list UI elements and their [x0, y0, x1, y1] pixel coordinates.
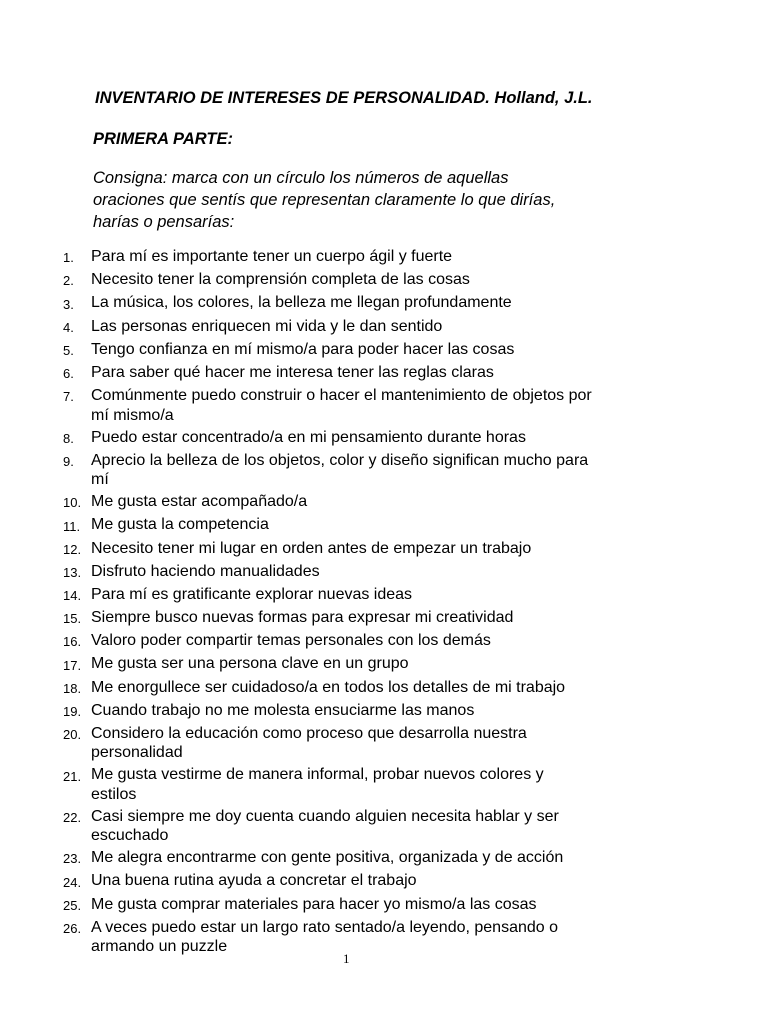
question-item — [63, 317, 703, 338]
question-text — [91, 451, 703, 490]
question-text-line: estilos — [91, 785, 137, 803]
question-text — [91, 678, 703, 697]
question-number: 9. — [63, 453, 74, 469]
question-number: 19. — [63, 704, 82, 719]
question-number: 18. — [63, 680, 82, 696]
question-item — [63, 562, 703, 583]
question-text-line: La música, los colores, la belleza me llegan profundamente — [91, 294, 512, 312]
question-text-line: Para mí es importante tener un cuerpo ágil y fuerte — [91, 248, 453, 265]
question-item — [63, 678, 703, 699]
question-text — [91, 317, 703, 336]
question-text-line: personalidad — [91, 744, 183, 762]
question-item — [63, 492, 703, 513]
question-text — [91, 848, 703, 867]
question-text — [91, 515, 703, 534]
question-number: 24. — [63, 874, 82, 890]
question-item — [63, 340, 703, 361]
question-text-line: Casi siempre me doy cuenta cuando alguien necesita hablar y ser — [91, 807, 559, 825]
question-text — [91, 539, 703, 558]
question-number: 10. — [63, 495, 82, 511]
instructions-line: Consigna: marca con un círculo los números de aquellas — [93, 169, 509, 187]
question-text-line: Me gusta comprar materiales para hacer yo mismo/a las cosas — [91, 895, 537, 913]
question-text-line: Necesito tener la comprensión completa de las cosas — [91, 271, 470, 289]
question-text-line: Para saber qué hacer me interesa tener las reglas claras — [91, 363, 494, 381]
question-text — [91, 724, 703, 763]
question-text-line: Aprecio la belleza de los objetos, color y diseño significan mucho para — [91, 451, 589, 469]
question-text — [91, 386, 703, 425]
question-text-line: Disfruto haciendo manualidades — [91, 562, 320, 580]
question-text-line: mí — [91, 471, 109, 489]
question-number: 6. — [63, 366, 74, 382]
question-number: 8. — [63, 430, 74, 446]
question-text — [91, 765, 703, 804]
question-number: 21. — [63, 768, 82, 784]
question-text-line: Me gusta estar acompañado/a — [91, 493, 308, 511]
question-number: 17. — [63, 657, 82, 673]
question-item — [63, 270, 703, 291]
document-title: INVENTARIO DE INTERESES DE PERSONALIDAD. Holland, J.L. — [95, 89, 593, 107]
question-text-line: Me gusta vestirme de manera informal, probar nuevos colores y — [91, 766, 544, 784]
question-text — [91, 293, 703, 312]
question-item — [63, 247, 703, 268]
question-number: 13. — [63, 564, 82, 580]
question-text — [91, 807, 703, 846]
question-text — [91, 871, 703, 890]
question-text — [91, 492, 703, 511]
question-text — [91, 631, 703, 650]
question-number: 25. — [63, 897, 82, 913]
question-list — [63, 247, 703, 959]
question-number: 3. — [63, 296, 74, 312]
question-text-line: Me gusta ser una persona clave en un grupo — [91, 655, 409, 673]
question-text-line: Me gusta la competencia — [91, 516, 269, 534]
question-item — [63, 451, 703, 490]
question-text-line: escuchado — [91, 827, 169, 845]
instructions-line: harías o pensarías: — [93, 213, 235, 231]
question-text-line: Comúnmente puedo construir o hacer el mantenimiento de objetos por — [91, 387, 592, 405]
question-item — [63, 848, 703, 869]
question-text — [91, 363, 703, 382]
question-text — [91, 562, 703, 581]
question-text-line: mí mismo/a — [91, 406, 174, 424]
question-item — [63, 654, 703, 675]
question-number: 14. — [63, 588, 82, 604]
question-text-line: Siempre busco nuevas formas para expresar mi creatividad — [91, 609, 514, 627]
question-text-line: Tengo confianza en mí mismo/a para poder hacer las cosas — [91, 340, 515, 358]
question-number: 2. — [63, 273, 74, 289]
question-text — [91, 654, 703, 673]
question-number: 11. — [63, 518, 81, 534]
question-text-line: Para mí es gratificante explorar nuevas ideas — [91, 585, 413, 603]
question-number: 7. — [63, 389, 74, 405]
page-number: 1 — [343, 951, 350, 966]
question-text — [91, 247, 703, 266]
question-number: 5. — [63, 342, 74, 358]
question-number: 12. — [63, 541, 82, 557]
question-item — [63, 807, 703, 846]
question-text — [91, 895, 703, 914]
instructions-line: oraciones que sentís que representan claramente lo que dirías, — [93, 191, 556, 209]
question-item — [63, 293, 703, 314]
question-text-line: A veces puedo estar un largo rato sentado/a leyendo, pensando o — [91, 918, 559, 936]
question-text — [91, 340, 703, 359]
question-item — [63, 701, 703, 722]
question-text — [91, 701, 703, 720]
question-text — [91, 585, 703, 604]
section-title: PRIMERA PARTE: — [93, 130, 233, 148]
question-text — [91, 918, 703, 957]
question-text-line: Las personas enriquecen mi vida y le dan sentido — [91, 317, 443, 335]
question-text-line: Me enorgullece ser cuidadoso/a en todos los detalles de mi trabajo — [91, 678, 566, 696]
instructions — [93, 167, 653, 233]
question-number: 20. — [63, 727, 82, 743]
question-number: 23. — [63, 851, 82, 867]
question-item — [63, 724, 703, 763]
question-text-line: Considero la educación como proceso que desarrolla nuestra — [91, 725, 527, 742]
question-text-line: Valoro poder compartir temas personales con los demás — [91, 632, 491, 650]
question-text-line: Cuando trabajo no me molesta ensuciarme las manos — [91, 701, 475, 719]
question-text-line: Puedo estar concentrado/a en mi pensamiento durante horas — [91, 428, 526, 446]
question-number: 26. — [63, 920, 82, 936]
question-text — [91, 270, 703, 289]
question-item — [63, 631, 703, 652]
question-number: 16. — [63, 634, 82, 650]
question-item — [63, 918, 703, 957]
question-text — [91, 608, 703, 627]
question-item — [63, 428, 703, 449]
question-number: 1. — [63, 250, 74, 266]
question-number: 4. — [63, 319, 74, 335]
question-item — [63, 608, 703, 629]
question-text-line: armando un puzzle — [91, 938, 228, 956]
question-item — [63, 386, 703, 425]
question-text-line: Necesito tener mi lugar en orden antes de empezar un trabajo — [91, 539, 532, 557]
question-text — [91, 428, 703, 447]
question-item — [63, 585, 703, 606]
question-text-line: Una buena rutina ayuda a concretar el trabajo — [91, 872, 417, 890]
question-item — [63, 363, 703, 384]
question-number: 15. — [63, 611, 82, 627]
question-item — [63, 515, 703, 536]
question-number: 22. — [63, 810, 82, 825]
question-item — [63, 765, 703, 804]
question-item — [63, 871, 703, 892]
question-text-line: Me alegra encontrarme con gente positiva, organizada y de acción — [91, 849, 564, 867]
question-item — [63, 539, 703, 560]
question-item — [63, 895, 703, 916]
